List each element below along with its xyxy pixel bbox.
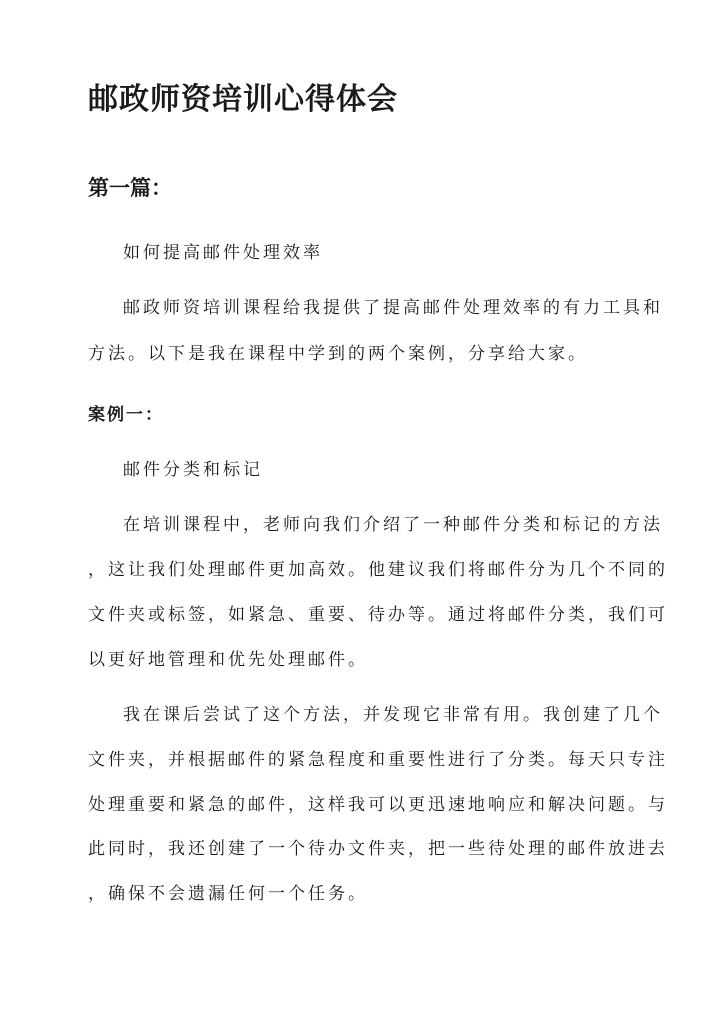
article-subtitle: 如何提高邮件处理效率 bbox=[123, 243, 323, 263]
paragraph-line: 此同时，我还创建了一个待办文件夹，把一些待处理的邮件放进去 bbox=[88, 839, 668, 859]
paragraph-line: 我在课后尝试了这个方法，并发现它非常有用。我创建了几个 bbox=[123, 705, 663, 725]
intro-line: 方法。以下是我在课程中学到的两个案例，分享给大家。 bbox=[88, 344, 588, 364]
case-subheading: 邮件分类和标记 bbox=[123, 460, 263, 480]
case-heading: 案例一： bbox=[88, 405, 164, 425]
section-heading: 第一篇： bbox=[88, 175, 172, 200]
paragraph-line: 以更好地管理和优先处理邮件。 bbox=[88, 650, 368, 670]
document-title: 邮政师资培训心得体会 bbox=[88, 82, 398, 117]
paragraph-line: 在培训课程中，老师向我们介绍了一种邮件分类和标记的方法 bbox=[123, 515, 663, 535]
paragraph-line: ，确保不会遗漏任何一个任务。 bbox=[88, 884, 368, 904]
intro-line: 邮政师资培训课程给我提供了提高邮件处理效率的有力工具和 bbox=[123, 298, 663, 318]
paragraph-line: 处理重要和紧急的邮件，这样我可以更迅速地响应和解决问题。与 bbox=[88, 795, 668, 815]
paragraph-line: 文件夹或标签，如紧急、重要、待办等。通过将邮件分类，我们可 bbox=[88, 605, 668, 625]
paragraph-line: 文件夹，并根据邮件的紧急程度和重要性进行了分类。每天只专注 bbox=[88, 750, 668, 770]
paragraph-line: ，这让我们处理邮件更加高效。他建议我们将邮件分为几个不同的 bbox=[88, 560, 668, 580]
